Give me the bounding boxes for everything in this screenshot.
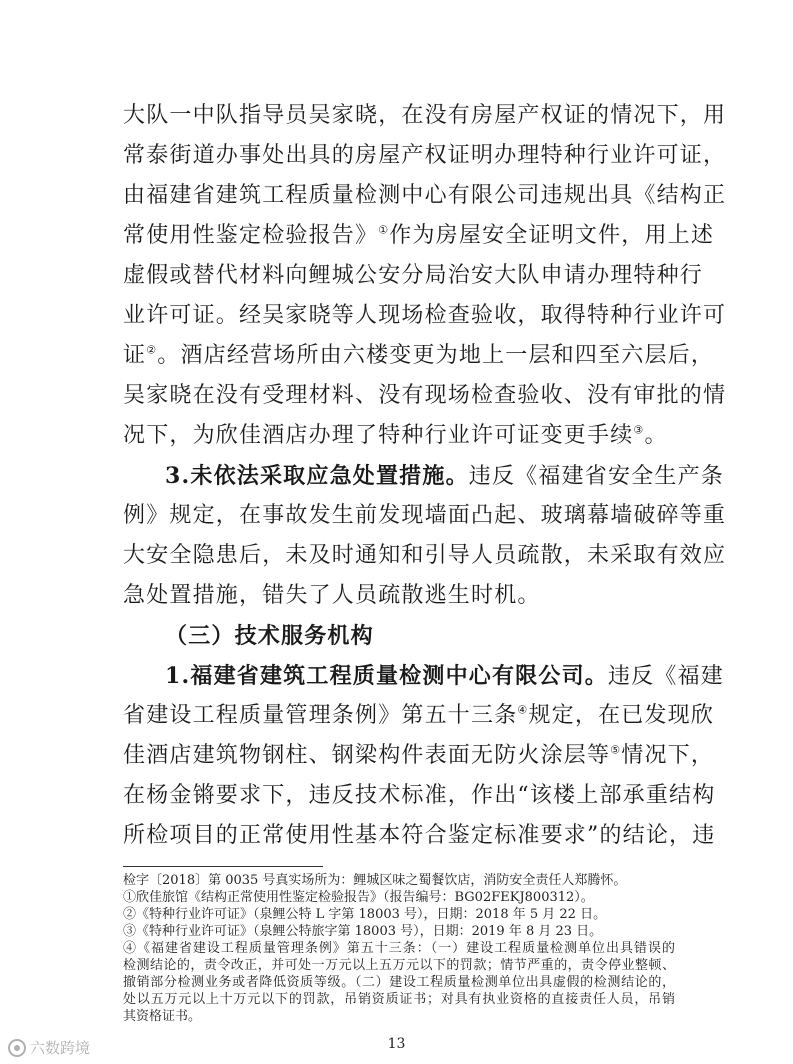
footnote-mark: ② [146,343,158,357]
body-line: 在杨金锵要求下，违反技术标准，作出“该楼上部承重结构 [123,783,716,808]
page-number: 13 [387,1036,406,1052]
section-title: （三）技术服务机构 [165,623,374,649]
body-line [123,342,715,370]
body-text: 情况下， [621,743,715,768]
watermark [8,1037,90,1058]
body-line [123,702,715,730]
body-text: 违反《福建省安全生产条 [468,464,724,489]
footnote-line: 其资格证书。 [123,1009,202,1024]
body-text: 。酒店经营场所由六楼变更为地上一层和四至六层后， [157,343,715,368]
footnote-mark: ④ [517,703,529,717]
body-line: 大队一中队指导员吴家晓，在没有房屋产权证的情况下，用 [123,103,727,128]
footnote-line: ②《特种行业许可证》（泉鲤公特 L 字第 18003 号），日期：2018 年 5 月 22 日。 [123,907,607,922]
body-line [123,222,715,250]
body-text: 。 [644,423,668,448]
body-text: 况下，为欣佳酒店办理了特种行业许可证变更手续 [123,423,634,448]
body-line [123,422,673,450]
body-text: 违反《福建 [607,664,724,689]
footnote-divider [123,866,323,867]
footnote-mark: ① [378,223,390,237]
body-line [165,662,724,691]
body-line: 由福建省建筑工程质量检测中心有限公司违规出具《结构正 [123,183,727,208]
watermark-logo-icon [8,1039,26,1057]
body-line: 常泰街道办事处出具的房屋产权证明办理特种行业许可证， [123,143,727,168]
footnote-line: 处以五万元以上十万元以下的罚款，吊销资质证书；对具有执业资格的直接责任人员，吊销 [123,992,675,1007]
body-line [165,462,724,491]
footnote-line: ④《福建省建设工程质量管理条例》第五十三条：（一）建设工程质量检测单位出具错误的 [123,941,675,956]
body-text: 规定，在已发现欣 [528,703,715,728]
body-line: 大安全隐患后，未及时通知和引导人员疏散，未采取有效应 [123,543,727,568]
footnote-line: 撤销部分检测业务或者降低资质等级。（二）建设工程质量检测单位出具虚假的检测结论的， [123,975,675,990]
body-text: 作为房屋安全证明文件，用上述 [389,223,715,248]
body-line: 所检项目的正常使用性基本符合鉴定标准要求”的结论，违 [123,823,716,848]
body-line [123,742,715,770]
body-line: 例》规定，在事故发生前发现墙面凸起、玻璃幕墙破碎等重 [123,503,727,528]
footnote-mark: ③ [633,423,645,437]
body-line: 吴家晓在没有受理材料、没有现场检查验收、没有审批的情 [123,383,727,408]
body-text: 省建设工程质量管理条例》第五十三条 [123,703,518,728]
body-line: 虚假或替代材料向鲤城公安分局治安大队申请办理特种行 [123,263,704,288]
watermark-text: 六数跨境 [30,1039,91,1057]
body-text: 佳酒店建筑物钢柱、钢梁构件表面无防火涂层等 [123,743,611,768]
footnote-line: ①欣佳旅馆《结构正常使用性鉴定检验报告》（报告编号：BG02FEKJ800312）。 [123,890,594,905]
body-line: 业许可证。经吴家晓等人现场检查验收，取得特种行业许可 [123,303,727,328]
item-heading: 1.福建省建筑工程质量检测中心有限公司。 [165,663,608,689]
footnote-line: 检测结论的，责令改正，并可处一万元以上五万元以下的罚款；情节严重的，责令停业整顿、 [123,958,675,973]
body-text: 常使用性鉴定检验报告》 [123,223,379,248]
footnote-line: 检字〔2018〕第 0035 号真实场所为：鲤城区味之蜀餐饮店，消防安全责任人郑腾怀。 [123,873,627,888]
item-heading: 3.未依法采取应急处置措施。 [165,463,469,489]
body-text: 证 [123,343,147,368]
body-line: 急处置措施，错失了人员疏散逃生时机。 [123,583,541,608]
footnote-mark: ⑤ [610,743,622,757]
footnote-line: ③《特种行业许可证》（泉鲤公特旅字第 18003 号），日期：2019 年 8 月 23 日。 [123,924,603,939]
